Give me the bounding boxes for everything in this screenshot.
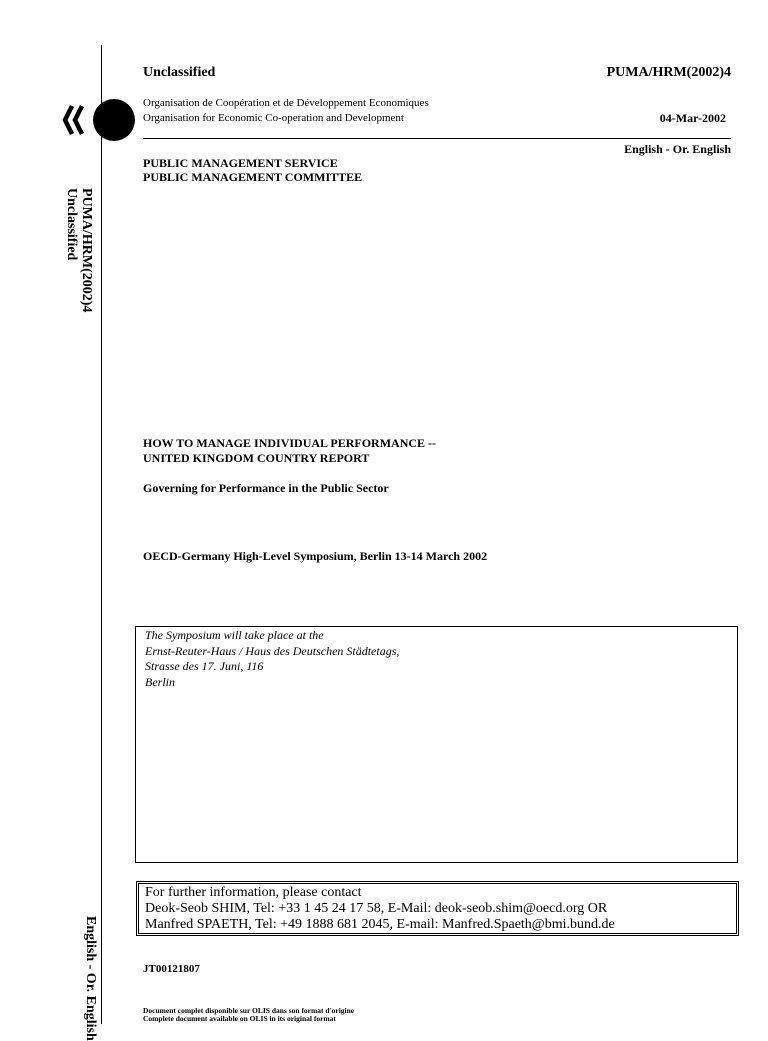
venue-line-1: The Symposium will take place at the xyxy=(145,628,324,642)
venue-box xyxy=(135,626,738,863)
sidebar-classification: Unclassified xyxy=(64,188,79,261)
doc-date: 04-Mar-2002 xyxy=(659,111,726,125)
title-line-1: HOW TO MANAGE INDIVIDUAL PERFORMANCE -- xyxy=(143,436,437,450)
oecd-logo-icon xyxy=(62,98,136,144)
venue-line-2: Ernst-Reuter-Haus / Haus des Deutschen Städtetags, xyxy=(145,643,400,658)
doc-language: English - Or. English xyxy=(624,142,731,156)
header-divider xyxy=(143,138,731,139)
contact-line-1: For further information, please contact xyxy=(145,885,362,900)
doc-code: PUMA/HRM(2002)4 xyxy=(606,65,731,80)
title-line-2: UNITED KINGDOM COUNTRY REPORT xyxy=(143,451,370,465)
venue-line-3: Strasse des 17. Juni, 116 xyxy=(145,659,264,673)
classification-label: Unclassified xyxy=(143,65,216,80)
document-title xyxy=(143,436,436,466)
contact-line-3: Manfred SPAETH, Tel: +49 1888 681 2045, E-mail: Manfred.Spaeth@bmi.bund.de xyxy=(145,917,615,932)
sidebar-doc-block xyxy=(64,188,94,312)
footer-note-fr: Document complet disponible sur OLIS dans son format d'origine xyxy=(143,1006,355,1015)
footer-notes xyxy=(143,1007,354,1023)
contact-box xyxy=(136,881,739,936)
document-subtitle: Governing for Performance in the Public Sector xyxy=(143,481,389,495)
sidebar-language: English - Or. English xyxy=(83,916,98,1041)
service-line-1: PUBLIC MANAGEMENT SERVICE xyxy=(143,156,338,170)
contact-line-2: Deok-Seob SHIM, Tel: +33 1 45 24 17 58, E-Mail: deok-seob.shim@oecd.org OR xyxy=(145,901,608,916)
sidebar-doc-code: PUMA/HRM(2002)4 xyxy=(79,188,94,313)
org-name-en: Organisation for Economic Co-operation and Development xyxy=(143,111,404,124)
event-line: OECD-Germany High-Level Symposium, Berlin 13-14 March 2002 xyxy=(143,549,488,563)
footer-note-en: Complete document available on OLIS in its original format xyxy=(143,1014,336,1023)
jt-number: JT00121807 xyxy=(143,963,200,975)
service-line-2: PUBLIC MANAGEMENT COMMITTEE xyxy=(143,170,363,184)
service-heading xyxy=(143,156,362,184)
org-name-fr: Organisation de Coopération et de Développement Economiques xyxy=(143,97,429,109)
margin-rule xyxy=(101,45,102,1024)
venue-line-4: Berlin xyxy=(145,674,175,689)
org-names xyxy=(143,96,429,125)
